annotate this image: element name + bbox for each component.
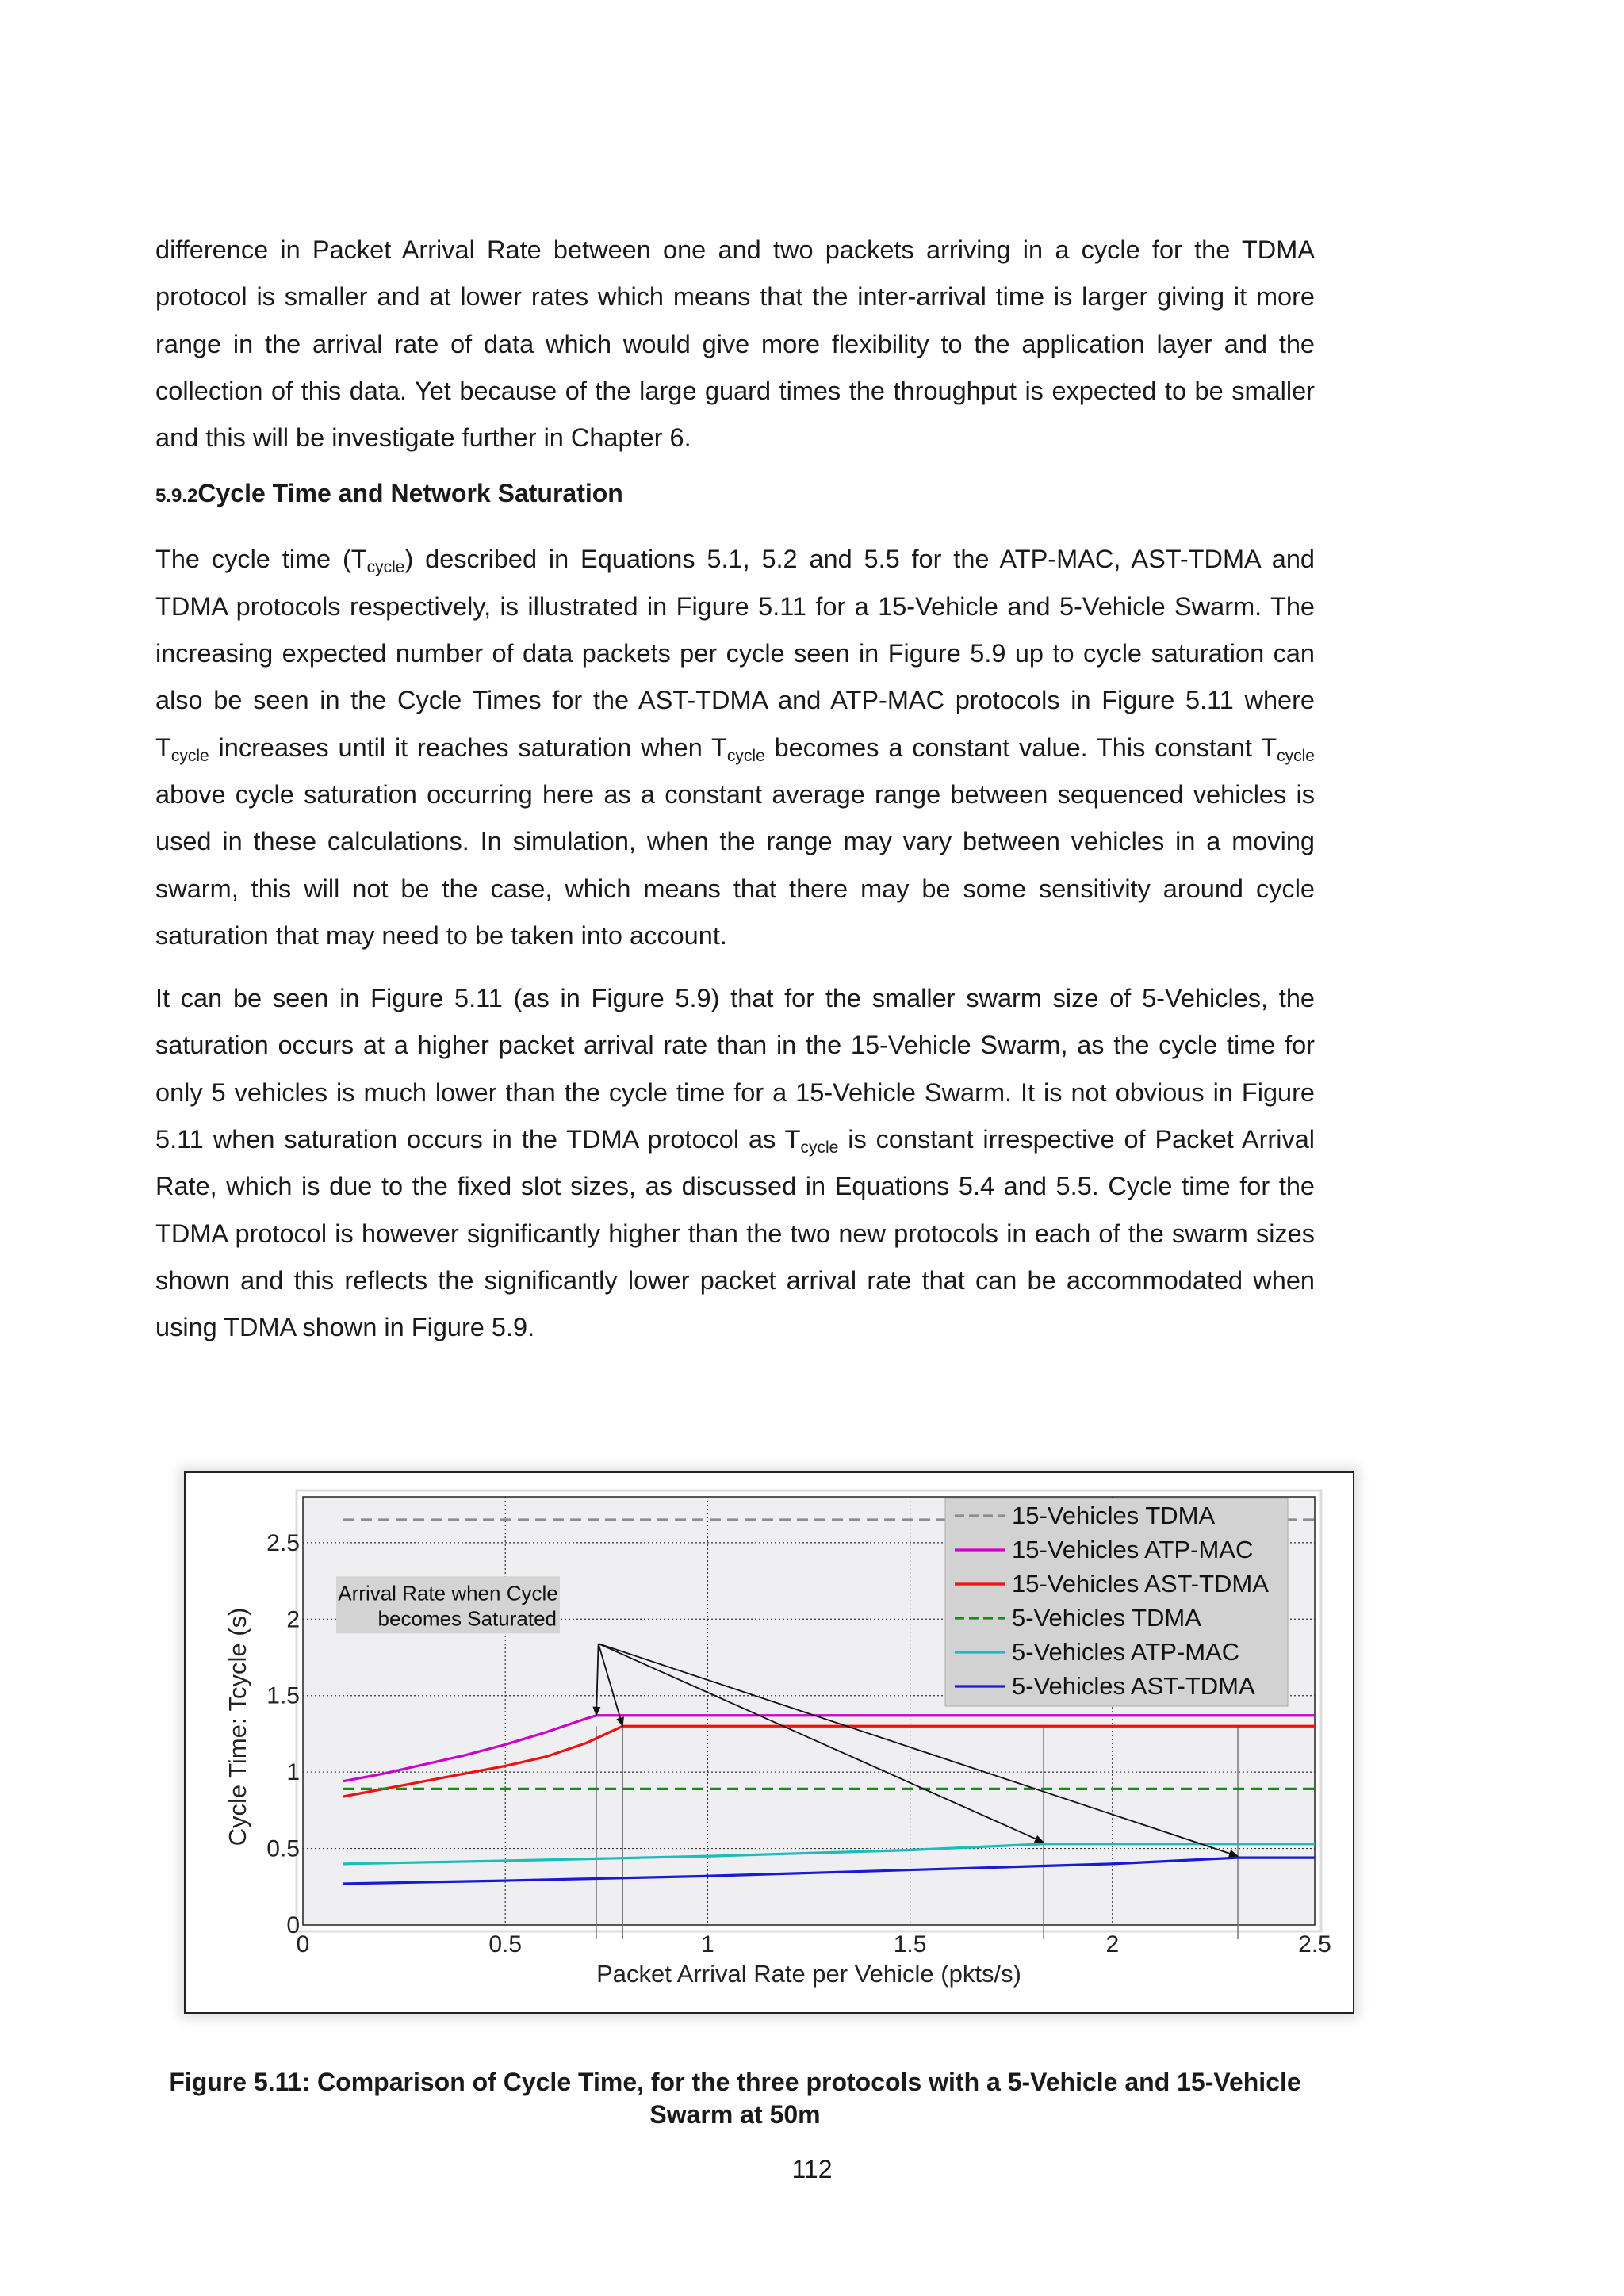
x-tick-label: 0: [296, 1931, 310, 1957]
page-number: 112: [791, 2155, 833, 2183]
paragraph-2-text: increases until it reaches saturation when T: [209, 733, 727, 762]
paragraph-3-text: It can be seen in Figure 5.11 (as in Figure 5.9) that for the smaller swarm size of 5-Vehicles, the saturation occurs at a higher packet arrival rate than in the 15-Vehicle Swarm, as the cycle time for only 5 vehicles is much lower than the cycle time for a 15-Vehicle Swarm. It is not obvious in Figure 5.11 when saturation occurs in the TDMA protocol as T: [155, 984, 1315, 1154]
legend-entry: 15-Vehicles TDMA: [1012, 1502, 1216, 1529]
figure-5-11: [184, 1471, 1354, 2014]
legend-entry: 5-Vehicles ATP-MAC: [1012, 1638, 1240, 1666]
x-tick-label: 1.5: [893, 1931, 927, 1957]
annotation-text: Arrival Rate when Cycle: [338, 1581, 558, 1605]
subscript-cycle: cycle: [1277, 746, 1315, 765]
legend-entry: 15-Vehicles ATP-MAC: [1012, 1536, 1254, 1563]
y-tick-label: 1.5: [266, 1682, 300, 1709]
legend-entry: 5-Vehicles TDMA: [1012, 1604, 1201, 1632]
paragraph-2-text: ) described in Equations 5.1, 5.2 and 5.5 for the ATP-MAC, AST-TDMA and TDMA protocols respectively, is illustrated in Figure 5.11 for a 15-Vehicle and 5-Vehicle Swarm. The increasing expected number of data packets per cycle seen in Figure 5.9 up to cycle saturation can also be seen in the Cycle Times for the AST-TDMA and ATP-MAC protocols in Figure 5.11 where T: [155, 545, 1315, 762]
x-tick-label: 2: [1105, 1931, 1120, 1957]
legend-entry: 5-Vehicles AST-TDMA: [1012, 1672, 1255, 1700]
y-tick-label: 2: [286, 1606, 300, 1633]
y-axis-label: Cycle Time: Tcycle (s): [224, 1607, 251, 1846]
section-number: 5.9.2: [155, 485, 198, 507]
paragraph-1: difference in Packet Arrival Rate between one and two packets arriving in a cycle for the TDMA protocol is smaller and at lower rates which means that the inter-arrival time is larger giving it more range in the arrival rate of data which would give more flexibility to the application layer and the collection of this data. Yet because of the large guard times the throughput is expected to be smaller and this will be investigate further in Chapter 6.: [155, 235, 1315, 453]
subscript-cycle: cycle: [800, 1138, 839, 1158]
subscript-cycle: cycle: [366, 558, 405, 577]
paragraph-3: [155, 975, 1315, 1351]
section-title: Cycle Time and Network Saturation: [197, 479, 623, 508]
section-heading: [155, 477, 1315, 512]
paragraph-2-text: above cycle saturation occurring here as a constant average range between sequenced vehicles is used in these calculations. In simulation, when the range may vary between vehicles in a moving swarm, this will not be the case, which means that there may be some sensitivity around cycle saturation that may need to be taken into account.: [155, 779, 1315, 950]
paragraph-2-text: The cycle time (T: [155, 545, 367, 574]
paragraph-3-text: is constant irrespective of Packet Arrival Rate, which is due to the fixed slot sizes, as discussed in Equations 5.4 and 5.5. Cycle time for the TDMA protocol is however significantly higher than the two new protocols in each of the swarm sizes shown and this reflects the significantly lower packet arrival rate that can be accommodated when using TDMA shown in Figure 5.9.: [155, 1125, 1315, 1342]
figure-caption: Figure 5.11: Comparison of Cycle Time, for the three protocols with a 5-Vehicle and 15-Vehicle Swarm at 50m: [169, 2068, 1301, 2129]
y-tick-label: 1: [286, 1759, 300, 1786]
y-tick-label: 2.5: [266, 1529, 300, 1556]
cycle-time-chart: [186, 1473, 1353, 2012]
subscript-cycle: cycle: [170, 746, 209, 765]
y-tick-label: 0: [286, 1912, 300, 1938]
x-tick-label: 1: [701, 1931, 714, 1957]
x-axis-label: Packet Arrival Rate per Vehicle (pkts/s): [596, 1960, 1021, 1988]
x-tick-label: 2.5: [1298, 1931, 1331, 1957]
legend-entry: 15-Vehicles AST-TDMA: [1012, 1570, 1269, 1598]
paragraph-2: [155, 536, 1315, 959]
y-tick-label: 0.5: [266, 1835, 300, 1862]
x-tick-label: 0.5: [488, 1931, 523, 1957]
paragraph-2-text: becomes a constant value. This constant T: [764, 733, 1277, 762]
page-body: [155, 227, 1315, 1368]
annotation-text: becomes Saturated: [377, 1606, 557, 1631]
subscript-cycle: cycle: [726, 746, 765, 765]
